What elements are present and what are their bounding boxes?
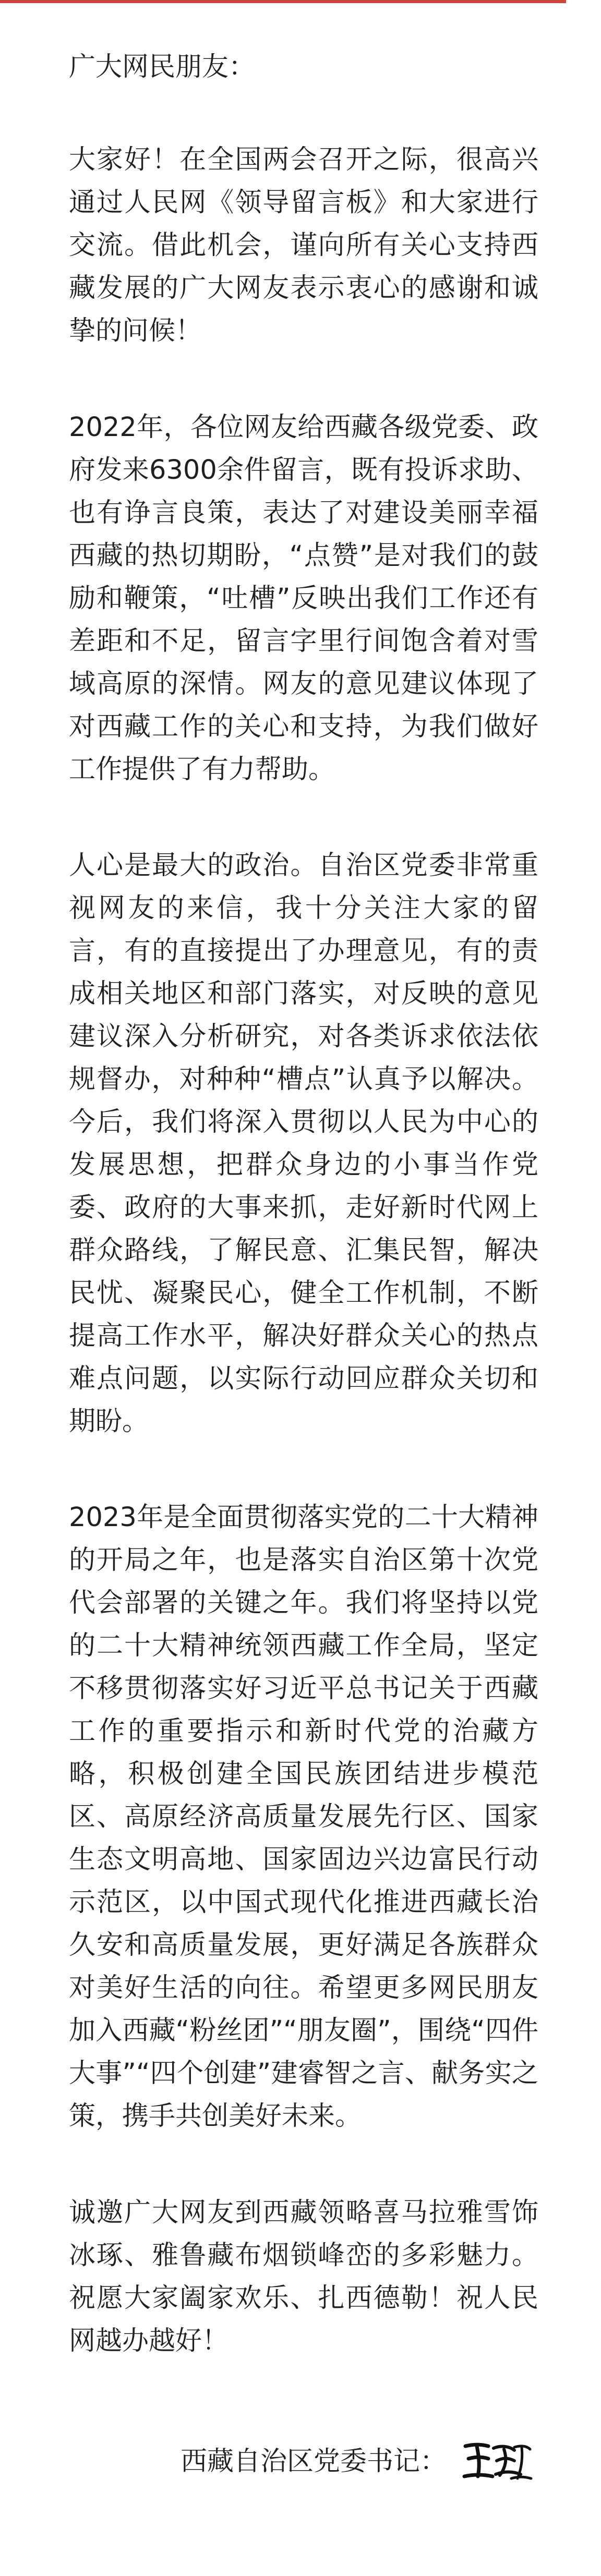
letter-body: [69, 46, 538, 2363]
letter-salutation: 广大网民朋友：: [69, 52, 256, 82]
letter-paragraph: 2022年，各位网友给西藏各级党委、政府发来6300余件留言，既有投诉求助、也有诤言良策，表达了对建设美丽幸福西藏的热切期盼，“点赞”是对我们的鼓励和鞭策，“吐槽”反映出我们工作还有差距和不足，留言字里行间饱含着对雪域高原的深情。网友的意见建议体现了对西藏工作的关心和支持，为我们做好工作提供了有力帮助。: [69, 412, 538, 785]
top-accent-rule: [0, 0, 566, 3]
signature-block: [179, 2437, 534, 2487]
letter-paragraph: 人心是最大的政治。自治区党委非常重视网友的来信，我十分关注大家的留言，有的直接提出了办理意见，有的责成相关地区和部门落实，对反映的意见建议深入分析研究，对各类诉求依法依规督办，对种种“槽点”认真予以解决。今后，我们将深入贯彻以人民为中心的发展思想，把群众身边的小事当作党委、政府的大事来抓，走好新时代网上群众路线，了解民意、汇集民智，解决民忧、凝聚民心，健全工作机制，不断提高工作水平，解决好群众关心的热点难点问题，以实际行动回应群众关切和期盼。: [69, 850, 538, 1437]
letter-paragraph: 诚邀广大网友到西藏领略喜马拉雅雪饰冰琢、雅鲁藏布烟锁峰峦的多彩魅力。祝愿大家阖家欢乐、扎西德勒！祝人民网越办越好！: [69, 2197, 538, 2356]
letter-paragraph: 大家好！在全国两会召开之际，很高兴通过人民网《领导留言板》和大家进行交流。借此机会，谨向所有关心支持西藏发展的广大网友表示衷心的感谢和诚挚的问候！: [69, 144, 538, 346]
handwritten-signature-icon: [456, 2437, 534, 2487]
signature-label: 西藏自治区党委书记：: [180, 2446, 447, 2477]
letter-paragraph: 2023年是全面贯彻落实党的二十大精神的开局之年，也是落实自治区第十次党代会部署的关键之年。我们将坚持以党的二十大精神统领西藏工作全局，坚定不移贯彻落实好习近平总书记关于西藏工作的重要指示和新时代党的治藏方略，积极创建全国民族团结进步模范区、高原经济高质量发展先行区、国家生态文明高地、国家固边兴边富民行动示范区，以中国式现代化推进西藏长治久安和高质量发展，更好满足各族群众对美好生活的向往。希望更多网民朋友加入西藏“粉丝团”“朋友圈”，围绕“四件大事”“四个创建”建睿智之言、献务实之策，携手共创美好未来。: [69, 1502, 538, 2132]
